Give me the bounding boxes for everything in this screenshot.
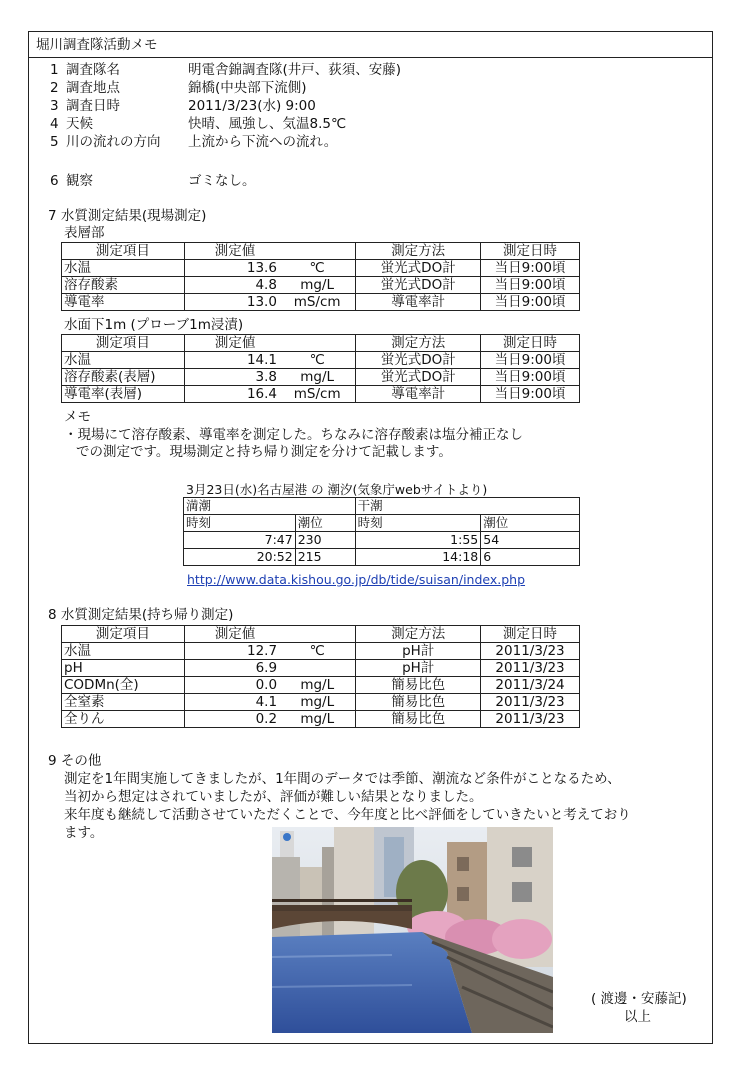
- info-value-3: 2011/3/23(水) 9:00: [188, 98, 316, 114]
- cell-unit: ℃: [279, 260, 356, 277]
- document-title: 堀川調査隊活動メモ: [36, 37, 158, 53]
- cell-value: 3.8: [184, 369, 279, 386]
- cell-date: 2011/3/24: [481, 677, 580, 694]
- cell-high-level: 215: [295, 549, 355, 566]
- info-num-3: 3: [50, 98, 59, 114]
- header-cell: 測定日時: [481, 243, 580, 260]
- cell-item: 導電率: [62, 294, 185, 311]
- info-value-5: 上流から下流への流れ。: [188, 134, 338, 150]
- level-header: 潮位: [481, 515, 580, 532]
- header-cell: 測定方法: [356, 626, 481, 643]
- table-header-row: [62, 335, 580, 352]
- table-row: [62, 694, 580, 711]
- table-row: [184, 549, 580, 566]
- section9-line-3: 来年度も継続して活動させていただくことで、今年度と比べ評価をしていきたいと考えており: [64, 807, 631, 823]
- cell-item: 溶存酸素(表層): [62, 369, 185, 386]
- deep-table: [61, 334, 580, 403]
- table-header-row: [62, 626, 580, 643]
- header-cell: 測定方法: [356, 243, 481, 260]
- memo-line-1: ・現場にて溶存酸素、導電率を測定した。ちなみに溶存酸素は塩分補正なし: [64, 427, 523, 443]
- cell-unit: [279, 660, 356, 677]
- table-header-row: [184, 498, 580, 515]
- info-num-5: 5: [50, 134, 59, 150]
- cell-unit: mg/L: [279, 694, 356, 711]
- memo-label: メモ: [64, 409, 91, 425]
- cell-unit: ℃: [279, 643, 356, 660]
- table-header-row: [184, 515, 580, 532]
- table-row: [62, 277, 580, 294]
- table-row: [62, 711, 580, 728]
- observation-label: 観察: [66, 173, 93, 189]
- table-row: [62, 369, 580, 386]
- cell-low-level: 6: [481, 549, 580, 566]
- cell-datetime: 当日9:00頃: [481, 260, 580, 277]
- header-cell: 測定日時: [481, 335, 580, 352]
- section8-title: 8 水質測定結果(持ち帰り測定): [48, 607, 234, 623]
- cell-unit: mg/L: [279, 369, 356, 386]
- info-label-5: 川の流れの方向: [66, 134, 161, 150]
- header-cell: 測定日時: [481, 626, 580, 643]
- cell-value: 13.0: [184, 294, 279, 311]
- cell-item: pH: [62, 660, 185, 677]
- cell-value: 0.2: [184, 711, 279, 728]
- takeaway-table: [61, 625, 580, 728]
- table-row: [62, 677, 580, 694]
- cell-high-time: 7:47: [184, 532, 296, 549]
- level-header: 潮位: [295, 515, 355, 532]
- section9-line-2: 当初から想定はされていましたが、評価が難しい結果となりました。: [64, 789, 483, 805]
- end-mark: 以上: [624, 1009, 651, 1025]
- table-row: [62, 352, 580, 369]
- author-note: ( 渡邊・安藤記): [591, 991, 687, 1007]
- header-cell: 測定方法: [356, 335, 481, 352]
- observation-value: ゴミなし。: [188, 173, 256, 189]
- cell-item: 水温: [62, 643, 185, 660]
- cell-date: 2011/3/23: [481, 643, 580, 660]
- info-num-2: 2: [50, 80, 59, 96]
- cell-date: 2011/3/23: [481, 711, 580, 728]
- cell-item: 導電率(表層): [62, 386, 185, 403]
- cell-method: 蛍光式DO計: [356, 260, 481, 277]
- cell-unit: mg/L: [279, 711, 356, 728]
- table-row: [62, 643, 580, 660]
- deep-label: 水面下1m (プローブ1m浸漬): [64, 317, 244, 333]
- section9-line-1: 測定を1年間実施してきましたが、1年間のデータでは季節、潮流など条件がことなるため、: [64, 771, 621, 787]
- cell-method: pH計: [356, 660, 481, 677]
- cell-high-time: 20:52: [184, 549, 296, 566]
- table-row: [62, 260, 580, 277]
- table-header-row: [62, 243, 580, 260]
- info-num-1: 1: [50, 62, 59, 78]
- info-num-4: 4: [50, 116, 59, 132]
- cell-datetime: 当日9:00頃: [481, 277, 580, 294]
- cell-method: 簡易比色: [356, 694, 481, 711]
- cell-item: CODMn(全): [62, 677, 185, 694]
- cell-item: 全りん: [62, 711, 185, 728]
- info-value-2: 錦橋(中央部下流側): [188, 80, 307, 96]
- cell-value: 16.4: [184, 386, 279, 403]
- header-cell: 測定値: [184, 335, 356, 352]
- surface-label: 表層部: [64, 225, 105, 241]
- observation-num: 6: [50, 173, 59, 189]
- cell-method: 蛍光式DO計: [356, 369, 481, 386]
- header-cell: 測定項目: [62, 243, 185, 260]
- cell-unit: mg/L: [279, 677, 356, 694]
- header-cell: 測定項目: [62, 626, 185, 643]
- cell-unit: mg/L: [279, 277, 356, 294]
- cell-method: 蛍光式DO計: [356, 277, 481, 294]
- cell-method: 簡易比色: [356, 711, 481, 728]
- info-label-4: 天候: [66, 116, 93, 132]
- info-value-1: 明電舎錦調査隊(井戸、荻須、安藤): [188, 62, 402, 78]
- cell-method: pH計: [356, 643, 481, 660]
- high-tide-label: 満潮: [184, 498, 356, 515]
- tide-source-link[interactable]: http://www.data.kishou.go.jp/db/tide/suisan/index.php: [187, 572, 526, 587]
- table-row: [184, 532, 580, 549]
- cell-date: 2011/3/23: [481, 694, 580, 711]
- cell-value: 0.0: [184, 677, 279, 694]
- cell-unit: ℃: [279, 352, 356, 369]
- table-row: [62, 660, 580, 677]
- cell-value: 14.1: [184, 352, 279, 369]
- cell-low-level: 54: [481, 532, 580, 549]
- time-header: 時刻: [355, 515, 481, 532]
- cell-high-level: 230: [295, 532, 355, 549]
- cell-unit: mS/cm: [279, 386, 356, 403]
- header-cell: 測定値: [184, 243, 356, 260]
- info-label-1: 調査隊名: [66, 62, 120, 78]
- cell-low-time: 14:18: [355, 549, 481, 566]
- cell-item: 水温: [62, 260, 185, 277]
- cell-method: 導電率計: [356, 386, 481, 403]
- header-cell: 測定値: [184, 626, 356, 643]
- cell-item: 溶存酸素: [62, 277, 185, 294]
- cell-item: 水温: [62, 352, 185, 369]
- title-divider: [28, 57, 713, 58]
- time-header: 時刻: [184, 515, 296, 532]
- cell-datetime: 当日9:00頃: [481, 369, 580, 386]
- cell-unit: mS/cm: [279, 294, 356, 311]
- cell-date: 2011/3/23: [481, 660, 580, 677]
- river-bridge-photo: [272, 827, 553, 1033]
- cell-method: 蛍光式DO計: [356, 352, 481, 369]
- memo-line-2: での測定です。現場測定と持ち帰り測定を分けて記載します。: [76, 444, 452, 460]
- table-row: [62, 386, 580, 403]
- section7-title: 7 水質測定結果(現場測定): [48, 208, 207, 224]
- info-label-2: 調査地点: [66, 80, 120, 96]
- info-value-4: 快晴、風強し、気温8.5℃: [188, 116, 347, 132]
- cell-value: 6.9: [184, 660, 279, 677]
- cell-value: 12.7: [184, 643, 279, 660]
- info-label-3: 調査日時: [66, 98, 120, 114]
- cell-item: 全窒素: [62, 694, 185, 711]
- header-cell: 測定項目: [62, 335, 185, 352]
- tide-table: [183, 497, 580, 566]
- section9-line-4: ます。: [64, 825, 104, 841]
- cell-low-time: 1:55: [355, 532, 481, 549]
- cell-value: 4.8: [184, 277, 279, 294]
- cell-value: 4.1: [184, 694, 279, 711]
- section9-title: 9 その他: [48, 753, 102, 769]
- cell-datetime: 当日9:00頃: [481, 386, 580, 403]
- table-row: [62, 294, 580, 311]
- cell-value: 13.6: [184, 260, 279, 277]
- surface-table: [61, 242, 580, 311]
- low-tide-label: 干潮: [355, 498, 579, 515]
- cell-method: 簡易比色: [356, 677, 481, 694]
- cell-datetime: 当日9:00頃: [481, 294, 580, 311]
- cell-method: 導電率計: [356, 294, 481, 311]
- tide-title: 3月23日(水)名古屋港 の 潮汐(気象庁webサイトより): [186, 482, 488, 497]
- cell-datetime: 当日9:00頃: [481, 352, 580, 369]
